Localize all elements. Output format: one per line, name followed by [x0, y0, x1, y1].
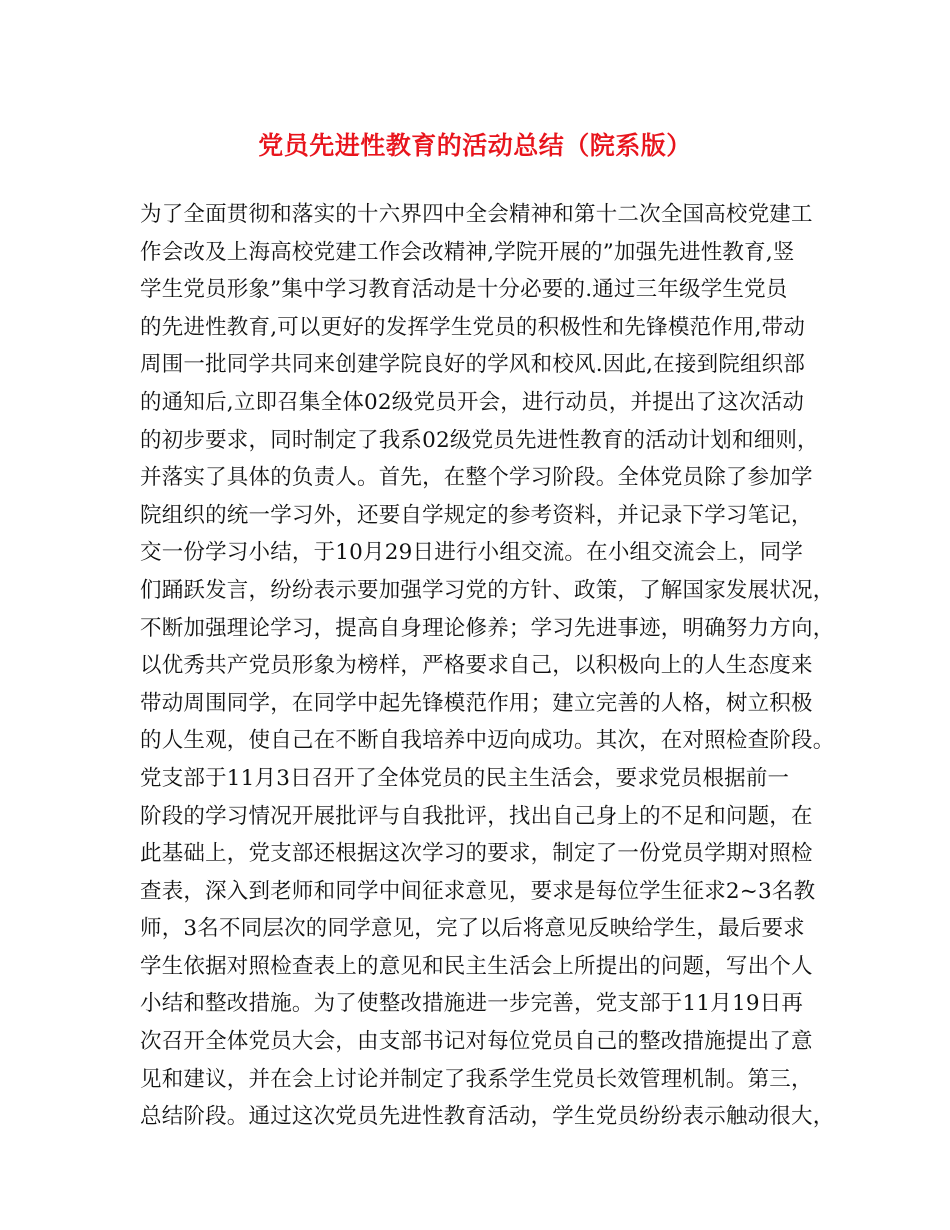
body-line: 为了全面贯彻和落实的十六界四中全会精神和第十二次全国高校党建工	[140, 202, 813, 227]
body-line: 小结和整改措施。为了使整改措施进一步完善，党支部于11月19日再	[140, 991, 804, 1017]
body-line: 学生依据对照检查表上的意见和民主生活会上所提出的问题，写出个人	[140, 953, 813, 979]
body-line: 学生党员形象”集中学习教育活动是十分必要的.通过三年级学生党员	[140, 277, 788, 303]
body-line: 的初步要求，同时制定了我系02级党员先进性教育的活动计划和细则，	[140, 427, 819, 453]
body-line: 查表，深入到老师和同学中间征求意见，要求是每位学生征求2~3名教	[140, 878, 816, 904]
body-line: 师，3名不同层次的同学意见，完了以后将意见反映给学生，最后要求	[140, 916, 805, 942]
body-line: 不断加强理论学习，提高自身理论修养；学习先进事迹，明确努力方向，	[140, 615, 835, 641]
body-line: 们踊跃发言，纷纷表示要加强学习党的方针、政策，了解国家发展状况，	[140, 577, 835, 603]
body-line: 院组织的统一学习外，还要自学规定的参考资料，并记录下学习笔记，	[140, 502, 813, 528]
body-line: 见和建议，并在会上讨论并制定了我系学生党员长效管理机制。第三，	[140, 1066, 813, 1092]
body-line: 次召开全体党员大会，由支部书记对每位党员自己的整改措施提出了意	[140, 1029, 813, 1055]
body-line: 作会改及上海高校党建工作会改精神,学院开展的”加强先进性教育,竖	[140, 239, 795, 265]
document-title: 党员先进性教育的活动总结（院系版）	[258, 131, 692, 160]
body-line: 阶段的学习情况开展批评与自我批评，找出自己身上的不足和问题，在	[140, 803, 813, 829]
document-body	[140, 196, 835, 1136]
body-line: 以优秀共产党员形象为榜样，严格要求自己，以积极向上的人生态度来	[140, 653, 813, 679]
body-line: 并落实了具体的负责人。首先，在整个学习阶段。全体党员除了参加学	[140, 465, 813, 491]
body-line: 的通知后,立即召集全体02级党员开会，进行动员，并提出了这次活动	[140, 389, 805, 415]
body-line: 带动周围同学，在同学中起先锋模范作用；建立完善的人格，树立积极	[140, 690, 813, 716]
body-line: 此基础上，党支部还根据这次学习的要求，制定了一份党员学期对照检	[140, 841, 813, 867]
body-line: 的人生观，使自己在不断自我培养中迈向成功。其次，在对照检查阶段。	[140, 728, 835, 754]
body-line: 的先进性教育,可以更好的发挥学生党员的积极性和先锋模范作用,带动	[140, 314, 806, 340]
body-line: 周围一批同学共同来创建学院良好的学风和校风.因此,在接到院组织部	[140, 352, 806, 378]
body-line: 党支部于11月3日召开了全体党员的民主生活会，要求党员根据前一	[140, 765, 790, 791]
body-line: 交一份学习小结，于10月29日进行小组交流。在小组交流会上，同学	[140, 540, 804, 566]
body-line: 总结阶段。通过这次党员先进性教育活动，学生党员纷纷表示触动很大，	[140, 1104, 835, 1130]
